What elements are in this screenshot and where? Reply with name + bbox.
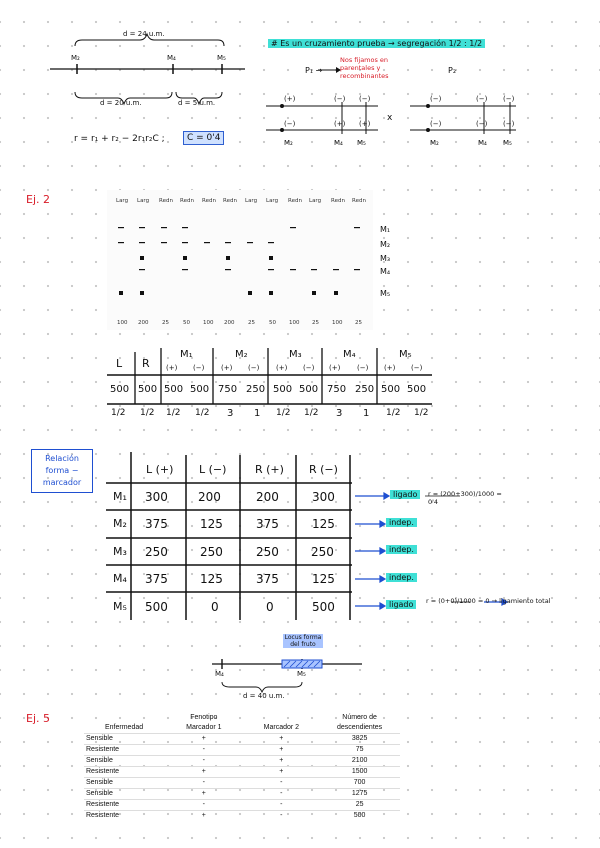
ej2-label: Ej. 2: [26, 193, 50, 206]
table-row: Sensible - + 2100: [84, 756, 400, 767]
p1-sign-bottom-2: (+): [334, 120, 346, 128]
table2-cell: 375: [256, 572, 279, 586]
table1-cell: 500: [190, 384, 210, 395]
col-marcador1: Marcador 1: [186, 724, 222, 731]
table1-header-m3: M₃: [289, 349, 302, 360]
table1-header-r: R: [142, 357, 150, 370]
table2-header: R (−): [309, 463, 338, 476]
table2-header: L (−): [199, 463, 227, 476]
note-ligado-m5: ligado: [386, 600, 416, 609]
table2-cell: 0: [266, 600, 274, 614]
table-row: Sensible - - 700: [84, 778, 400, 789]
gel-marker-m4: M₄: [380, 267, 391, 276]
p2-sign-bottom-3: (−): [503, 120, 515, 128]
note-indep-m3: indep.: [386, 545, 417, 554]
numero-header: Número de descendientes: [337, 714, 383, 731]
table2-cell: 250: [256, 545, 279, 559]
gel-image: [107, 190, 373, 330]
ej5-label: Ej. 5: [26, 712, 50, 725]
lane-header: Redn: [159, 198, 173, 204]
table1-header-l: L: [116, 357, 123, 370]
marker-m4-label: M₄: [167, 54, 176, 62]
lane-count: 25: [312, 320, 319, 326]
p1-sign-bottom-1: (−): [284, 120, 296, 128]
lane-header: Redn: [352, 198, 366, 204]
table2-cell: 0: [211, 600, 219, 614]
table2-cell: 250: [145, 545, 168, 559]
table2-cell: 375: [145, 572, 168, 586]
table1-cell: 250: [246, 384, 266, 395]
table1-sub: (+): [329, 364, 341, 372]
table2-cell: 125: [312, 572, 335, 586]
table2-cell: 375: [256, 517, 279, 531]
table1-header-m5: M₅: [399, 349, 412, 360]
note-ligado-m1: ligado: [390, 490, 420, 499]
table2-cell: 300: [145, 490, 168, 504]
table1-header-m1: M₁: [180, 349, 193, 360]
cross-symbol: x: [387, 113, 393, 123]
p2-sign-top-2: (−): [476, 95, 488, 103]
table1-sub: (−): [357, 364, 369, 372]
lane-header: Redn: [223, 198, 237, 204]
table1-cell: 250: [355, 384, 375, 395]
distance-total-label: d = 24 u.m.: [123, 30, 165, 38]
table1-ratio: 1/2: [414, 408, 429, 418]
table2-row-marker: M₁: [113, 490, 127, 503]
table2-cell: 375: [145, 517, 168, 531]
recombination-formula: r = r₁ + r₂ − 2r₁r₂C ;: [74, 134, 165, 144]
lane-count: 50: [269, 320, 276, 326]
table-row: Resistente - - 25: [84, 800, 400, 811]
table1-sub: (−): [193, 364, 205, 372]
table2-cell: 125: [200, 517, 223, 531]
map-marker-m4: M₄: [215, 670, 224, 678]
gel-bands: [107, 190, 373, 330]
table1-cell: 750: [327, 384, 347, 395]
table2-cell: 125: [312, 517, 335, 531]
note-indep-m2: indep.: [386, 518, 417, 527]
table1-ratio: 1/2: [166, 408, 181, 418]
table1-ratio: 3: [227, 408, 234, 419]
table1-sub: (+): [276, 364, 288, 372]
p1-sign-top-2: (−): [334, 95, 346, 103]
lane-header: Redn: [180, 198, 194, 204]
table1-sub: (+): [166, 364, 178, 372]
table-row: Sensible + - 1275: [84, 789, 400, 800]
locus-label: Locus forma del fruto: [284, 634, 322, 648]
table1-sub: (−): [411, 364, 423, 372]
table1-ratio: 1/2: [195, 408, 210, 418]
p2-sign-top-1: (−): [430, 95, 442, 103]
table1-cell: 500: [110, 384, 130, 395]
lane-header: Larg: [266, 198, 279, 204]
distance-right-label: d = 5 u.m.: [178, 99, 216, 107]
table2-cell: 250: [200, 545, 223, 559]
lane-count: 25: [248, 320, 255, 326]
table1-sub: (+): [384, 364, 396, 372]
lane-header: Redn: [288, 198, 302, 204]
table1-ratio: 1/2: [386, 408, 401, 418]
gel-marker-m5: M₅: [380, 289, 391, 298]
table2-cell: 200: [256, 490, 279, 504]
lane-header: Larg: [245, 198, 258, 204]
table-row: Sensible + + 3825: [84, 734, 400, 745]
table2-cell: 500: [145, 600, 168, 614]
note-r-m1: r = (200+300)/1000 = 0'4: [428, 490, 502, 506]
p1-sign-top-3: (−): [359, 95, 371, 103]
p2-sign-bottom-1: (−): [430, 120, 442, 128]
note-r-m5: r = (0+0)/1000 = 0 → ligamiento total: [426, 597, 551, 605]
table1-cell: 500: [407, 384, 427, 395]
table1-ratio: 1: [254, 408, 261, 419]
gel-marker-m3: M₃: [380, 254, 391, 263]
lane-header: Larg: [137, 198, 150, 204]
table1-sub: (−): [303, 364, 315, 372]
col-marcador2: Marcador 2: [263, 724, 300, 731]
c-value-box: C = 0'4: [183, 131, 224, 145]
p1-sign-top-1: (+): [284, 95, 296, 103]
p2-label: P₂: [448, 66, 457, 75]
distance-left-label: d = 20 u.m.: [100, 99, 142, 107]
note-indep-m4: indep.: [386, 573, 417, 582]
table2-cell: 125: [200, 572, 223, 586]
table1-cell: 500: [164, 384, 184, 395]
table1-sub: (−): [248, 364, 260, 372]
marker-m2-label: M₂: [71, 54, 80, 62]
table1-ratio: 1: [363, 408, 370, 419]
table2-cell: 500: [312, 600, 335, 614]
table1-sub: (+): [221, 364, 233, 372]
p1-label: P₁ →: [305, 66, 323, 75]
table1-cell: 750: [218, 384, 238, 395]
lane-count: 25: [162, 320, 169, 326]
table2-cell: 200: [198, 490, 221, 504]
table1-ratio: 1/2: [140, 408, 155, 418]
table1-ratio: 1/2: [111, 408, 126, 418]
p2-marker-m4: M₄: [478, 139, 487, 147]
table1-ratio: 1/2: [304, 408, 319, 418]
table2-cell: 250: [311, 545, 334, 559]
p1-marker-m5: M₅: [357, 139, 366, 147]
lane-count: 25: [355, 320, 362, 326]
ej5-table: [84, 713, 400, 821]
fenotipo-header: Fenotipo: [190, 714, 218, 721]
table1-ratio: 3: [336, 408, 343, 419]
lane-count: 100: [203, 320, 214, 326]
table2-header: L (+): [146, 463, 174, 476]
lane-count: 200: [138, 320, 149, 326]
table2-row-marker: M₃: [113, 545, 127, 558]
test-cross-note: # Es un cruzamiento prueba → segregación 1/2 : 1/2: [268, 39, 485, 48]
table1-cell: 500: [138, 384, 158, 395]
table2-header: R (+): [255, 463, 284, 476]
p2-sign-bottom-2: (−): [476, 120, 488, 128]
parentales-note: Nos fijamos en parentales y recombinantes: [340, 56, 389, 80]
table-row: Resistente + + 1500: [84, 767, 400, 778]
table-row: Resistente + - 500: [84, 811, 400, 822]
lane-count: 100: [289, 320, 300, 326]
table1-ratio: 1/2: [276, 408, 291, 418]
map-marker-m5: M₅: [297, 670, 306, 678]
lane-count: 200: [224, 320, 235, 326]
table1-header-m4: M₄: [343, 349, 356, 360]
lane-count: 50: [183, 320, 190, 326]
p1-sign-bottom-3: (+): [359, 120, 371, 128]
lane-count: 100: [117, 320, 128, 326]
lane-header: Redn: [202, 198, 216, 204]
table1-cell: 500: [273, 384, 293, 395]
marker-m5-label: M₅: [217, 54, 226, 62]
lane-count: 100: [332, 320, 343, 326]
lane-header: Larg: [116, 198, 129, 204]
table2-row-marker: M₅: [113, 600, 127, 613]
p1-marker-m4: M₄: [334, 139, 343, 147]
p1-marker-m2: M₂: [284, 139, 293, 147]
lane-header: Redn: [331, 198, 345, 204]
gel-marker-m1: M₁: [380, 225, 391, 234]
table2-cell: 300: [312, 490, 335, 504]
relacion-box: Relación forma − marcador: [31, 449, 93, 493]
table2-row-marker: M₂: [113, 517, 127, 530]
table1-header-m2: M₂: [235, 349, 248, 360]
lane-header: Larg: [309, 198, 322, 204]
p2-marker-m5: M₅: [503, 139, 512, 147]
table2-row-marker: M₄: [113, 572, 127, 585]
p2-sign-top-3: (−): [503, 95, 515, 103]
table-row: Resistente - + 75: [84, 745, 400, 756]
map-distance: d = 40 u.m.: [243, 692, 285, 700]
table1-cell: 500: [381, 384, 401, 395]
p2-marker-m2: M₂: [430, 139, 439, 147]
gel-marker-m2: M₂: [380, 240, 391, 249]
table1-cell: 500: [299, 384, 319, 395]
col-enfermedad: Enfermedad: [105, 724, 144, 731]
